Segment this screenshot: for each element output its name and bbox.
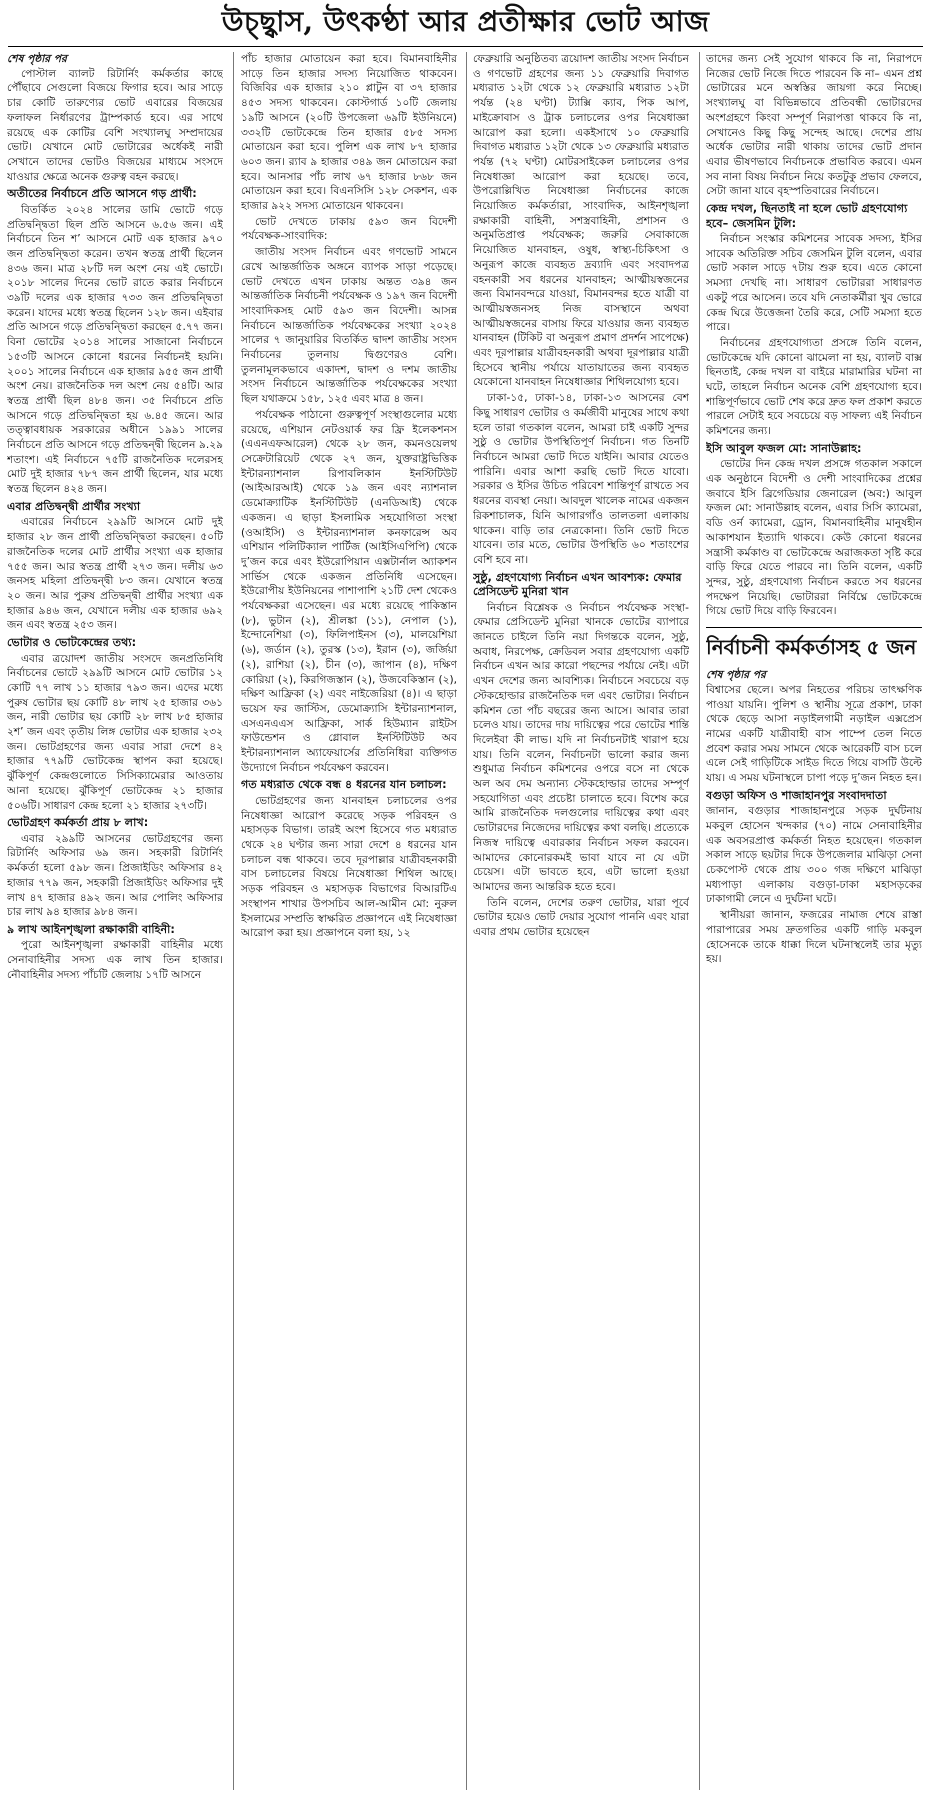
- secondary-headline: নির্বাচনী কর্মকর্তাসহ ৫ জন: [706, 627, 922, 662]
- article-column-3: [473, 52, 689, 1790]
- paragraph: নির্বাচন সংস্কার কমিশনের সাবেক সদস্য, ইসির সাবেক অতিরিক্ত সচিব জেসমিন টুলি বলেন, এবার ভোট সকাল সাড়ে ৭টায় শুরু হবে। এতে কোনো সমস্যা দেখছি না। সাধারণ ভোটাররা সাধারণত একটু পরে আসেন। তবে যদি নেতাকর্মীরা খুব ভোরে কেন্দ্র ঘিরে উত্তেজনা তৈরি করে, সেটি সমস্যা হতে পারে।: [706, 233, 922, 334]
- continuation-kicker: শেষ পৃষ্ঠার পর: [706, 669, 766, 682]
- paragraph: বিতর্কিত ২০২৪ সালের ডামি ভোটে গড়ে প্রতিদ্বন্দ্বিতা ছিল প্রতি আসনে ৬.৫৬ জন। এই নির্বাচনে তিন শ’ আসনে মোট এক হাজার ৯৭০ জন প্রতিদ্বন্দ্বিতা করেন। তখন স্বতন্ত্র প্রার্থী ছিলেন ৪৩৬ জন। মাত্র ২৮টি দল অংশ নেয় এই ভোটে। ২০১৮ সালের দিনের ভোট রাতে করার নির্বাচনে ৩৯টি দলের এক হাজার ৭৩৩ জন প্রতিদ্বন্দ্বিতা করেন। যাদের মধ্যে স্বতন্ত্র ছিলেন ১২৮ জন। এইবার প্রতি আসনে গড়ে প্রতিদ্বন্দ্বিতা করছেন ৫.৭৭ জন। বিনা ভোটের ২০১৪ সালের সাজানো নির্বাচনে ১৫৩টি আসনে কোনো ধরনের নির্বাচনই হয়নি। ২০০১ সালের নির্বাচনে এক হাজার ৯৫৫ জন প্রার্থী অংশ নেয়। রাজনৈতিক দল অংশ নেয় ৫৪টি। আর স্বতন্ত্র প্রার্থী ছিল ৪৮৪ জন। ৩৫ নির্বাচনে প্রতি আসনে গড়ে প্রতিদ্বন্দ্বিতা হয় ৬.৪৫ জনে। আর তত্ত্বাবধায়ক সরকারের অধীনে ১৯৯১ সালের নির্বাচনে প্রতি আসনে গড়ে প্রতিদ্বন্দ্বী ছিলেন ৯.২৯ শতাংশ। এই নির্বাচনে ৭৫টি রাজনৈতিক দলেরসহ মোট দুই হাজার ৭৮৭ জন প্রার্থী ছিলেন, যার মধ্যে স্বতন্ত্র ছিলেন ৪২৪ জন।: [7, 203, 223, 496]
- paragraph: ভোটের দিন কেন্দ্র দখল প্রসঙ্গে গতকাল সকালে এক অনুষ্ঠানে বিদেশী ও দেশী সাংবাদিকের প্রশ্নের জবাবে ইসি ব্রিগেডিয়ার জেনারেল (অব:) আবুল ফজল মো: সানাউল্লাহ বলেন, এবার সিসি ক্যামেরা, বডি ওর্ন ক্যামেরা, ড্রোন, বিমানবাহিনীর মানুষহীন আকাশযান ইত্যাদি থাকবে। কেউ কোনো ধরনের সন্ত্রাসী কর্মকাণ্ড বা ভোটকেন্দ্রে অরাজকতা সৃষ্টি করে বাড়ি ফিরে যেতে পারবে না। তিনি বলেন, একটি সুন্দর, সুষ্ঠু, গ্রহণযোগ্য নির্বাচন করতে সব ধরনের পদক্ষেপ নিয়েছি। ভোটাররা নির্বিঘ্নে ভোটকেন্দ্রে গিয়ে ভোট দিয়ে বাড়ি ফিরবেন।: [706, 458, 922, 618]
- paragraph: নির্বাচনের গ্রহণযোগ্যতা প্রসঙ্গে তিনি বলেন, ভোটকেন্দ্রে যদি কোনো ঝামেলা না হয়, ব্যালট বাক্স ছিনতাই, কেন্দ্র দখল বা বাইরে মারামারির ঘটনা না ঘটে, তাহলে নির্বাচন অনেক বেশি গ্রহণযোগ্য হবে। শান্তিপূর্ণভাবে ভোট শেষ করে দ্রুত ফল প্রকাশ করতে পারলে সেটাই হবে সবচেয়ে বড় সাফল্য এই নির্বাচন কমিশনের জন্য।: [706, 336, 922, 438]
- paragraph: পর্যবেক্ষক পাঠানো গুরুত্বপূর্ণ সংস্থাগুলোর মধ্যে রয়েছে, এশিয়ান নেটওয়ার্ক ফর ফ্রি ইলেকশনস (এএনএফআরেল) থেকে ২৮ জন, কমনওয়েলথ সেক্রেটারিয়েট থেকে ২৭ জন, যুক্তরাষ্ট্রভিত্তিক ইন্টারন্যাশনাল রিপাবলিকান ইনস্টিটিউট (আইআরআই) থেকে ১৯ জন এবং ন্যাশনাল ডেমোক্র্যাটিক ইনস্টিটিউট (এনডিআই) থেকে একজন। এ ছাড়া ইসলামিক সহযোগিতা সংস্থা (ওআইসি) ও ইন্টারন্যাশনাল কনফারেন্স অব এশিয়ান পলিটিক্যাল পার্টিজ (আইসিএপিপি) থেকে দু’জন করে এবং ইউরোপিয়ান এক্সটার্নাল অ্যাকশন সার্ভিস থেকে একজন প্রতিনিধি এসেছেন। ইউরোপীয় ইউনিয়নের পাশাপাশি ২১টি দেশ থেকেও পর্যবেক্ষকরা এসেছেন। এর মধ্যে রয়েছে পাকিস্তান (৮), ভুটান (২), শ্রীলঙ্কা (১১), নেপাল (১), ইন্দোনেশিয়া (৩), ফিলিপাইনস (৩), মালয়েশিয়া (৬), জর্ডান (২), তুরস্ক (১৩), ইরান (৩), জর্জিয়া (২), রাশিয়া (২), চীন (৩), জাপান (৪), দক্ষিণ কোরিয়া (২), কিরগিজস্তান (২), উজবেকিস্তান (২), দক্ষিণ আফ্রিকা (২) এবং নাইজেরিয়া (৪)। এ ছাড়া ভয়েস ফর জাস্টিস, ডেমোক্র্যাসি ইন্টারন্যাশনাল, এসএনএএস আফ্রিকা, সার্ক হিউম্যান রাইটস ফাউন্ডেশন ও গ্লোবাল ইনস্টিটিউট অব ইন্টারন্যাশনাল অ্যাফেয়ার্সের প্রতিনিধিরা ব্যক্তিগত উদ্যোগে নির্বাচন পর্যবেক্ষণ করবেন।: [241, 408, 457, 774]
- main-headline: উচ্ছ্বাস, উৎকণ্ঠা আর প্রতীক্ষার ভোট আজ: [221, 5, 710, 38]
- subheading: গত মধ্যরাত থেকে বন্ধ ৪ ধরনের যান চলাচল:: [241, 778, 447, 792]
- paragraph: ফেব্রুয়ারি অনুষ্ঠিতব্য ত্রয়োদশ জাতীয় সংসদ নির্বাচন ও গণভোট গ্রহণের জন্য ১১ ফেব্রুয়ারি দিবাগত মধ্যরাত ১২টা থেকে ১২ ফেব্রুয়ারি মধ্যরাত ১২টা পর্যন্ত (২৪ ঘণ্টা) ট্যাক্সি ক্যাব, পিক আপ, মাইক্রোবাস ও ট্রাক চলাচলের ওপর নিষেধাজ্ঞা আরোপ করা হলো। একইসাথে ১০ ফেব্রুয়ারি দিবাগত মধ্যরাত ১২টা থেকে ১৩ ফেব্রুয়ারি মধ্যরাত পর্যন্ত (৭২ ঘণ্টা) মোটরসাইকেল চলাচলের ওপর নিষেধাজ্ঞা আরোপ করা হয়েছে। তবে, উপরোল্লিখিত নিষেধাজ্ঞা নির্বাচনের কাজে নিয়োজিত কর্মকর্তারা, সাংবাদিক, আইনশৃঙ্খলা রক্ষাকারী বাহিনী, সশস্ত্রবাহিনী, প্রশাসন ও অনুমতিপ্রাপ্ত পর্যবেক্ষক; জরুরি সেবাকাজে নিয়োজিত যানবাহন, ওষুধ, স্বাস্থ্য-চিকিৎসা ও অনুরূপ কাজে ব্যবহৃত দ্রব্যাদি এবং সংবাদপত্র বহনকারী সব ধরনের যানবাহন; আত্মীয়স্বজনের জন্য বিমানবন্দরে যাওয়া, বিমানবন্দর হতে যাত্রী বা আত্মীয়স্বজনসহ নিজ বাসস্থানে অথবা আত্মীয়স্বজনের বাসায় ফিরে যাওয়ার জন্য ব্যবহৃত যানবাহন (টিকিট বা অনুরূপ প্রমাণ প্রদর্শন সাপেক্ষে) এবং দূরপাল্লার যাত্রীবহনকারী অথবা দূরপাল্লার যাত্রী হিসেবে স্থানীয় পর্যায়ে যাতায়াতের জন্য ব্যবহৃত যেকোনো যানবাহন নিষেধাজ্ঞার শিথিলযোগ্য হবে।: [473, 53, 689, 389]
- article-column-2: [241, 52, 457, 1790]
- paragraph: জানান, বগুড়ার শাজাহানপুরে সড়ক দুর্ঘটনায় মকবুল হোসেন খন্দকার (৭০) নামে সেনাবাহিনীর এক অবসরপ্রাপ্ত কর্মকর্তা নিহত হয়েছেন। গতকাল সকাল সাড়ে ছয়টার দিকে উপজেলার মাঝিড়া সেনা চেকপোস্ট থেকে প্রায় ৩০০ গজ দক্ষিণে মাঝিড়া মধ্যপাড়া এলাকায় বগুড়া-ঢাকা মহাসড়কের ঢাকাগামী লেনে এ দুর্ঘটনা ঘটে।: [706, 805, 922, 906]
- paragraph: তিনি বলেন, দেশের তরুণ ভোটার, যারা পূর্বে ভোটার হয়েও ভোট দেয়ার সুযোগ পাননি এবং যারা এবার প্রথম ভোটার হয়েছেন: [473, 896, 689, 939]
- paragraph: ভোট দেখতে ঢাকায় ৫৯৩ জন বিদেশী পর্যবেক্ষক-সাংবাদিক:: [241, 215, 457, 243]
- paragraph: ভোটগ্রহণের জন্য যানবাহন চলাচলের ওপর নিষেধাজ্ঞা আরোপ করেছে সড়ক পরিবহন ও মহাসড়ক বিভাগ। তারই অংশ হিসেবে গত মধ্যরাত থেকে ২৪ ঘণ্টার জন্য সারা দেশে ৪ ধরনের যান চলাচল বন্ধ থাকবে। তবে দূরপাল্লার যাত্রীবহনকারী বাস চলাচলের বিষয়ে নিষেধাজ্ঞা শিথিল আছে। সড়ক পরিবহন ও মহাসড়ক বিভাগের বিআরটিএ সংস্থাপন শাখার উপসচিব আল-আমীন মো: নুরুল ইসলামের সম্প্রতি স্বাক্ষরিত প্রজ্ঞাপনে এই নিষেধাজ্ঞা আরোপ করা হয়। প্রজ্ঞাপনে বলা হয়, ১২: [241, 794, 457, 940]
- subheading: ইসি আবুল ফজল মো: সানাউল্লাহ:: [706, 441, 862, 455]
- paragraph: জাতীয় সংসদ নির্বাচন এবং গণভোট সামনে রেখে আন্তর্জাতিক অঙ্গনে ব্যাপক সাড়া পড়েছে। ভোট দেখতে এখন ঢাকায় অন্তত ৩৯৪ জন আন্তর্জাতিক নির্বাচনী পর্যবেক্ষক ও ১৯৭ জন বিদেশী সাংবাদিকসহ মোট ৫৯৩ জন বিদেশী। আসন্ন নির্বাচনে আন্তর্জাতিক পর্যবেক্ষকের সংখ্যা ২০২৪ সালের ৭ জানুয়ারির বিতর্কিত দ্বাদশ জাতীয় সংসদ নির্বাচনের তুলনায় দ্বিগুণেরও বেশি। তুলনামূলকভাবে একাদশ, দ্বাদশ ও দশম জাতীয় সংসদ নির্বাচনে আন্তর্জাতিক পর্যবেক্ষকের সংখ্যা ছিল যথাক্রমে ১৫৮, ১২৫ এবং মাত্র ৪ জন।: [241, 246, 457, 406]
- paragraph: এবার ২৯৯টি আসনের ভোটগ্রহণের জন্য রিটার্নিং অফিসার ৬৯ জন। সহকারী রিটার্নিং কর্মকর্তা হলো ৫৯৮ জন। প্রিজাইডিং অফিসার ৪২ হাজার ৭৭৯ জন, সহকারী প্রিজাইডিং অফিসার দুই লাখ ৪৭ হাজার ৪৯২ জন। আর পোলিং অফিসার চার লাখ ৯৪ হাজার ৯৮৪ জন।: [7, 832, 223, 919]
- column-divider: [699, 52, 700, 1790]
- paragraph: ঢাকা-১৫, ঢাকা-১৪, ঢাকা-১৩ আসনের বেশ কিছু সাধারণ ভোটার ও কর্মজীবী মানুষের সাথে কথা হলে তারা গতকাল বলেন, আমরা চাই একটি সুন্দর সুষ্ঠু ও ভোটার উপস্থিতিপূর্ণ নির্বাচন। গত তিনটি নির্বাচনে আমরা ভোট দিতে যাইনি। আবার যেতেও পারিনি। এবার আশা করছি ভোট দিতে যাবো। সরকার ও ইসির উচিত পরিবেশ শান্তিপূর্ণ রাখতে সব ধরনের ব্যবস্থা নেয়া। আবদুল খালেক নামের একজন রিকশাচালক, যিনি আগারগাঁও তালতলা এলাকায় থাকেন। বাড়ি তার নেত্রকোনা। তিনি ভোট দিতে যাবেন। তার মতে, ভোটার উপস্থিতি ৬০ শতাংশের বেশি হবে না।: [473, 392, 689, 566]
- subheading: এবার প্রতিদ্বন্দ্বী প্রার্থীর সংখ্যা: [7, 499, 141, 513]
- subheading: ভোটার ও ভোটকেন্দ্রের তথ্য:: [7, 636, 137, 650]
- column-divider: [233, 52, 234, 1790]
- paragraph: স্থানীয়রা জানান, ফজরের নামাজ শেষে রাস্তা পারাপারের সময় দ্রুতগতির একটি গাড়ি মকবুল হোসেনকে তাকে ধাক্কা দিলে ঘটনাস্থলেই তার মৃত্যু হয়।: [706, 909, 922, 966]
- subheading: কেন্দ্র দখল, ছিনতাই না হলে ভোট গ্রহণযোগ্য হবে– জেসমিন টুলি:: [706, 202, 908, 230]
- paragraph: এবার ত্রয়োদশ জাতীয় সংসদে জনপ্রতিনিধি নির্বাচনের ভোটে ২৯৯টি আসনে মোট ভোটার ১২ কোটি ৭৭ লাখ ১১ হাজার ৭৯৩ জন। এদের মধ্যে পুরুষ ভোটার ছয় কোটি ৪৮ লাখ ২৫ হাজার ৩৬১ জন, নারী ভোটার ছয় কোটি ২৮ লাখ ৮৫ হাজার ২শ’ জন এবং তৃতীয় লিঙ্গ ভোটার এক হাজার ২৩২ জন। ভোটগ্রহণের জন্য এবার সারা দেশে ৪২ হাজার ৭৭৯টি ভোটকেন্দ্র স্থাপন করা হয়েছে। ঝুঁকিপূর্ণ কেন্দ্রগুলোতে সিসিক্যামেরার আওতায় আনা হয়েছে। ঝুঁকিপূর্ণ ভোটকেন্দ্র ২১ হাজার ৫০৬টি। সাধারণ কেন্দ্র হলো ২১ হাজার ২৭৩টি।: [7, 652, 223, 812]
- article-column-4: [706, 52, 922, 1790]
- subheading: অতীতের নির্বাচনে প্রতি আসনে গড় প্রার্থী:: [7, 187, 197, 201]
- paragraph: এবারের নির্বাচনে ২৯৯টি আসনে মোট দুই হাজার ২৮ জন প্রার্থী প্রতিদ্বন্দ্বিতা করছেন। ৫০টি রাজনৈতিক দলের মোট প্রার্থীর সংখ্যা এক হাজার ৭৫৫ জন। আর স্বতন্ত্র প্রার্থী ২৭৩ জন। দলীয় ৬৩ জনসহ মহিলা প্রতিদ্বন্দ্বী ৮৩ জন। যেখানে স্বতন্ত্র ২০ জন। আর পুরুষ প্রতিদ্বন্দ্বী প্রার্থীর সংখ্যা এক হাজার ৯৪৬ জন, যেখানে দলীয় এক হাজার ৬৯২ জন এবং স্বতন্ত্র ২৫৩ জন।: [7, 516, 223, 632]
- paragraph: পোস্টাল ব্যালট রিটার্নিং কর্মকর্তার কাছে পৌঁছাবে সেগুলো বিজয়ে ফিগার হবে। আর সাড়ে চার কোটি তারুণ্যের ভোট এবারের বিজয়ের ফলাফল নির্ধারণের ট্রাম্পকার্ড হবে। এর সাথে রয়েছে এক কোটির বেশি সংখ্যালঘু সম্প্রদায়ের ভোট। যেখানে মোট ভোটারের অর্ধেকই নারী সেখানে তাদের ভোটও বিজয়ের মাধ্যমে সংসদে যাওয়ার ক্ষেত্রে অনেক গুরুত্ব বহন করছে।: [7, 67, 223, 183]
- subheading: ৯ লাখ আইনশৃঙ্খলা রক্ষাকারী বাহিনী:: [7, 922, 175, 936]
- paragraph: বিশ্বাসের ছেলে। অপর নিহতের পরিচয় তাৎক্ষণিক পাওয়া যায়নি। পুলিশ ও স্থানীয় সূত্রে প্রকাশ, ঢাকা থেকে ছেড়ে আসা নড়াইলগামী নড়াইল এক্সপ্রেস নামের একটি যাত্রীবাহী বাস পাম্পে তেল নিতে প্রবেশ করার সময় সামনে থেকে আরেকটি বাস চলে এলে সেই গাড়িটিকে সাইড দিতে গিয়ে বাসটি উল্টে যায়। এ সময় ঘটনাস্থলে চাপা পড়ে দু’জন নিহত হন।: [706, 683, 922, 785]
- paragraph: পাঁচ হাজার মোতায়েন করা হবে। বিমানবাহিনীর সাড়ে তিন হাজার সদস্য নিয়োজিত থাকবেন। বিজিবির এক হাজার ২১০ প্লাটুন বা ৩৭ হাজার ৪৫৩ সদস্য থাকবেন। কোস্টগার্ড ১০টি জেলায় ১৯টি আসনে (২০টি উপজেলা ৬৯টি ইউনিয়নে) ৩৩২টি ভোটকেন্দ্রে তিন হাজার ৫৮৫ সদস্য মোতায়েন করা হবে। পুলিশ এক লাখ ৮৭ হাজার ৬০৩ জন। র‌্যাব ৯ হাজার ৩৪৯ জন মোতায়েন করা হবে। আনসার পাঁচ লাখ ৬৭ হাজার ৮৬৮ জন মোতায়েন করা হবে। বিএনসিসি ১২৮ সেকশন, এক হাজার ৯২২ সদস্য মোতায়েন থাকবেন।: [241, 53, 457, 213]
- continuation-kicker: শেষ পৃষ্ঠার পর: [7, 53, 67, 65]
- column-divider: [466, 52, 467, 1790]
- paragraph: তাদের জন্য সেই সুযোগ থাকবে কি না, নিরাপদে নিজের ভোট নিজে দিতে পারবেন কি না– এমন প্রশ্ন ভোটারের মনে অস্বস্তির জায়গা করে নিচ্ছে। সংখ্যালঘু বা বিভিন্নভাবে প্রতিবন্ধী ভোটারদের অংশগ্রহণে কিংবা সম্পূর্ণ নিরাপত্তা থাকবে কি না, সেখানেও কিছু কিছু সন্দেহ আছে। দেশের প্রায় অর্ধেক ভোটার নারী থাকায় তাদের ভোট প্রদান এবার ভীষণভাবে নির্বাচনকে প্রভাবিত করবে। এমন সব নানা বিষয় নির্বাচন নিয়ে কতটুকু প্রভাব ফেলবে, সেটা জানা যাবে বৃহস্পতিবারের নির্বাচনে।: [706, 53, 922, 198]
- paragraph: নির্বাচন বিশ্লেষক ও নির্বাচন পর্যবেক্ষক সংস্থা-ফেমার প্রেসিডেন্ট মুনিরা খানকে ভোটের ব্যাপারে জানতে চাইলে তিনি নয়া দিগন্তকে বলেন, সুষ্ঠু, অবাধ, নিরপেক্ষ, ক্রেডিবল সবার গ্রহণযোগ্য একটি নির্বাচন এখন আর কারো পছন্দের পর্যায়ে নেই। এটা এখন দেশের জন্য আবশ্যিক। নির্বাচনে সবচেয়ে বড় স্টেকহোল্ডার রাজনৈতিক দল এবং ভোটার। নির্বাচন কমিশন তো পাঁচ বছরের জন্য আসে। আবার তারা চলেও যায়। তাদের দায় দায়িত্বের পরে ভোটের শান্তি দিলেইবা কী লাভ। যদি না নির্বাচনটাই খারাপ হয়ে যায়। তিনি বলেন, নির্বাচনটা ভালো করার জন্য শুধুমাত্র নির্বাচন কমিশনের ওপরে বসে না থেকে অল অব দেম অন্যান্য স্টেকহোল্ডার তাদের সম্পূর্ণ সহযোগিতা এবং প্রচেষ্টা চালাতে হবে। বিশেষ করে আমি রাজনৈতিক দলগুলোর দায়িত্বের কথা এবং ভোটারদের নিজেদের দায়িত্বের কথা বলছি। প্রত্যেকে নিজস্ব দায়িত্বে এবারকার নির্বাচন সফল করবেন। আমাদের কোনোরকমই ভাবা যাবে না যে এটা চেয়েস। এটা ভাবতে হবে, এটা ভালো হওয়া আমাদের জন্য আন্তরিক হতে হবে।: [473, 601, 689, 893]
- subheading: সুষ্ঠু, গ্রহণযোগ্য নির্বাচন এখন আবশ্যক: ফেমার প্রেসিডেন্ট মুনিরা খান: [473, 570, 682, 599]
- headline-rule: [8, 46, 923, 47]
- subheading: বগুড়া অফিস ও শাজাহানপুর সংবাদদাতা: [706, 788, 887, 802]
- article-column-1: [7, 52, 223, 1790]
- subheading: ভোটগ্রহণ কর্মকর্তা প্রায় ৮ লাখ:: [7, 816, 149, 830]
- paragraph: পুরো আইনশৃঙ্খলা রক্ষাকারী বাহিনীর মধ্যে সেনাবাহিনীর সদস্য এক লাখ তিন হাজার। নৌবাহিনীর সদস্য পাঁচটি জেলায় ১৭টি আসনে: [7, 939, 223, 981]
